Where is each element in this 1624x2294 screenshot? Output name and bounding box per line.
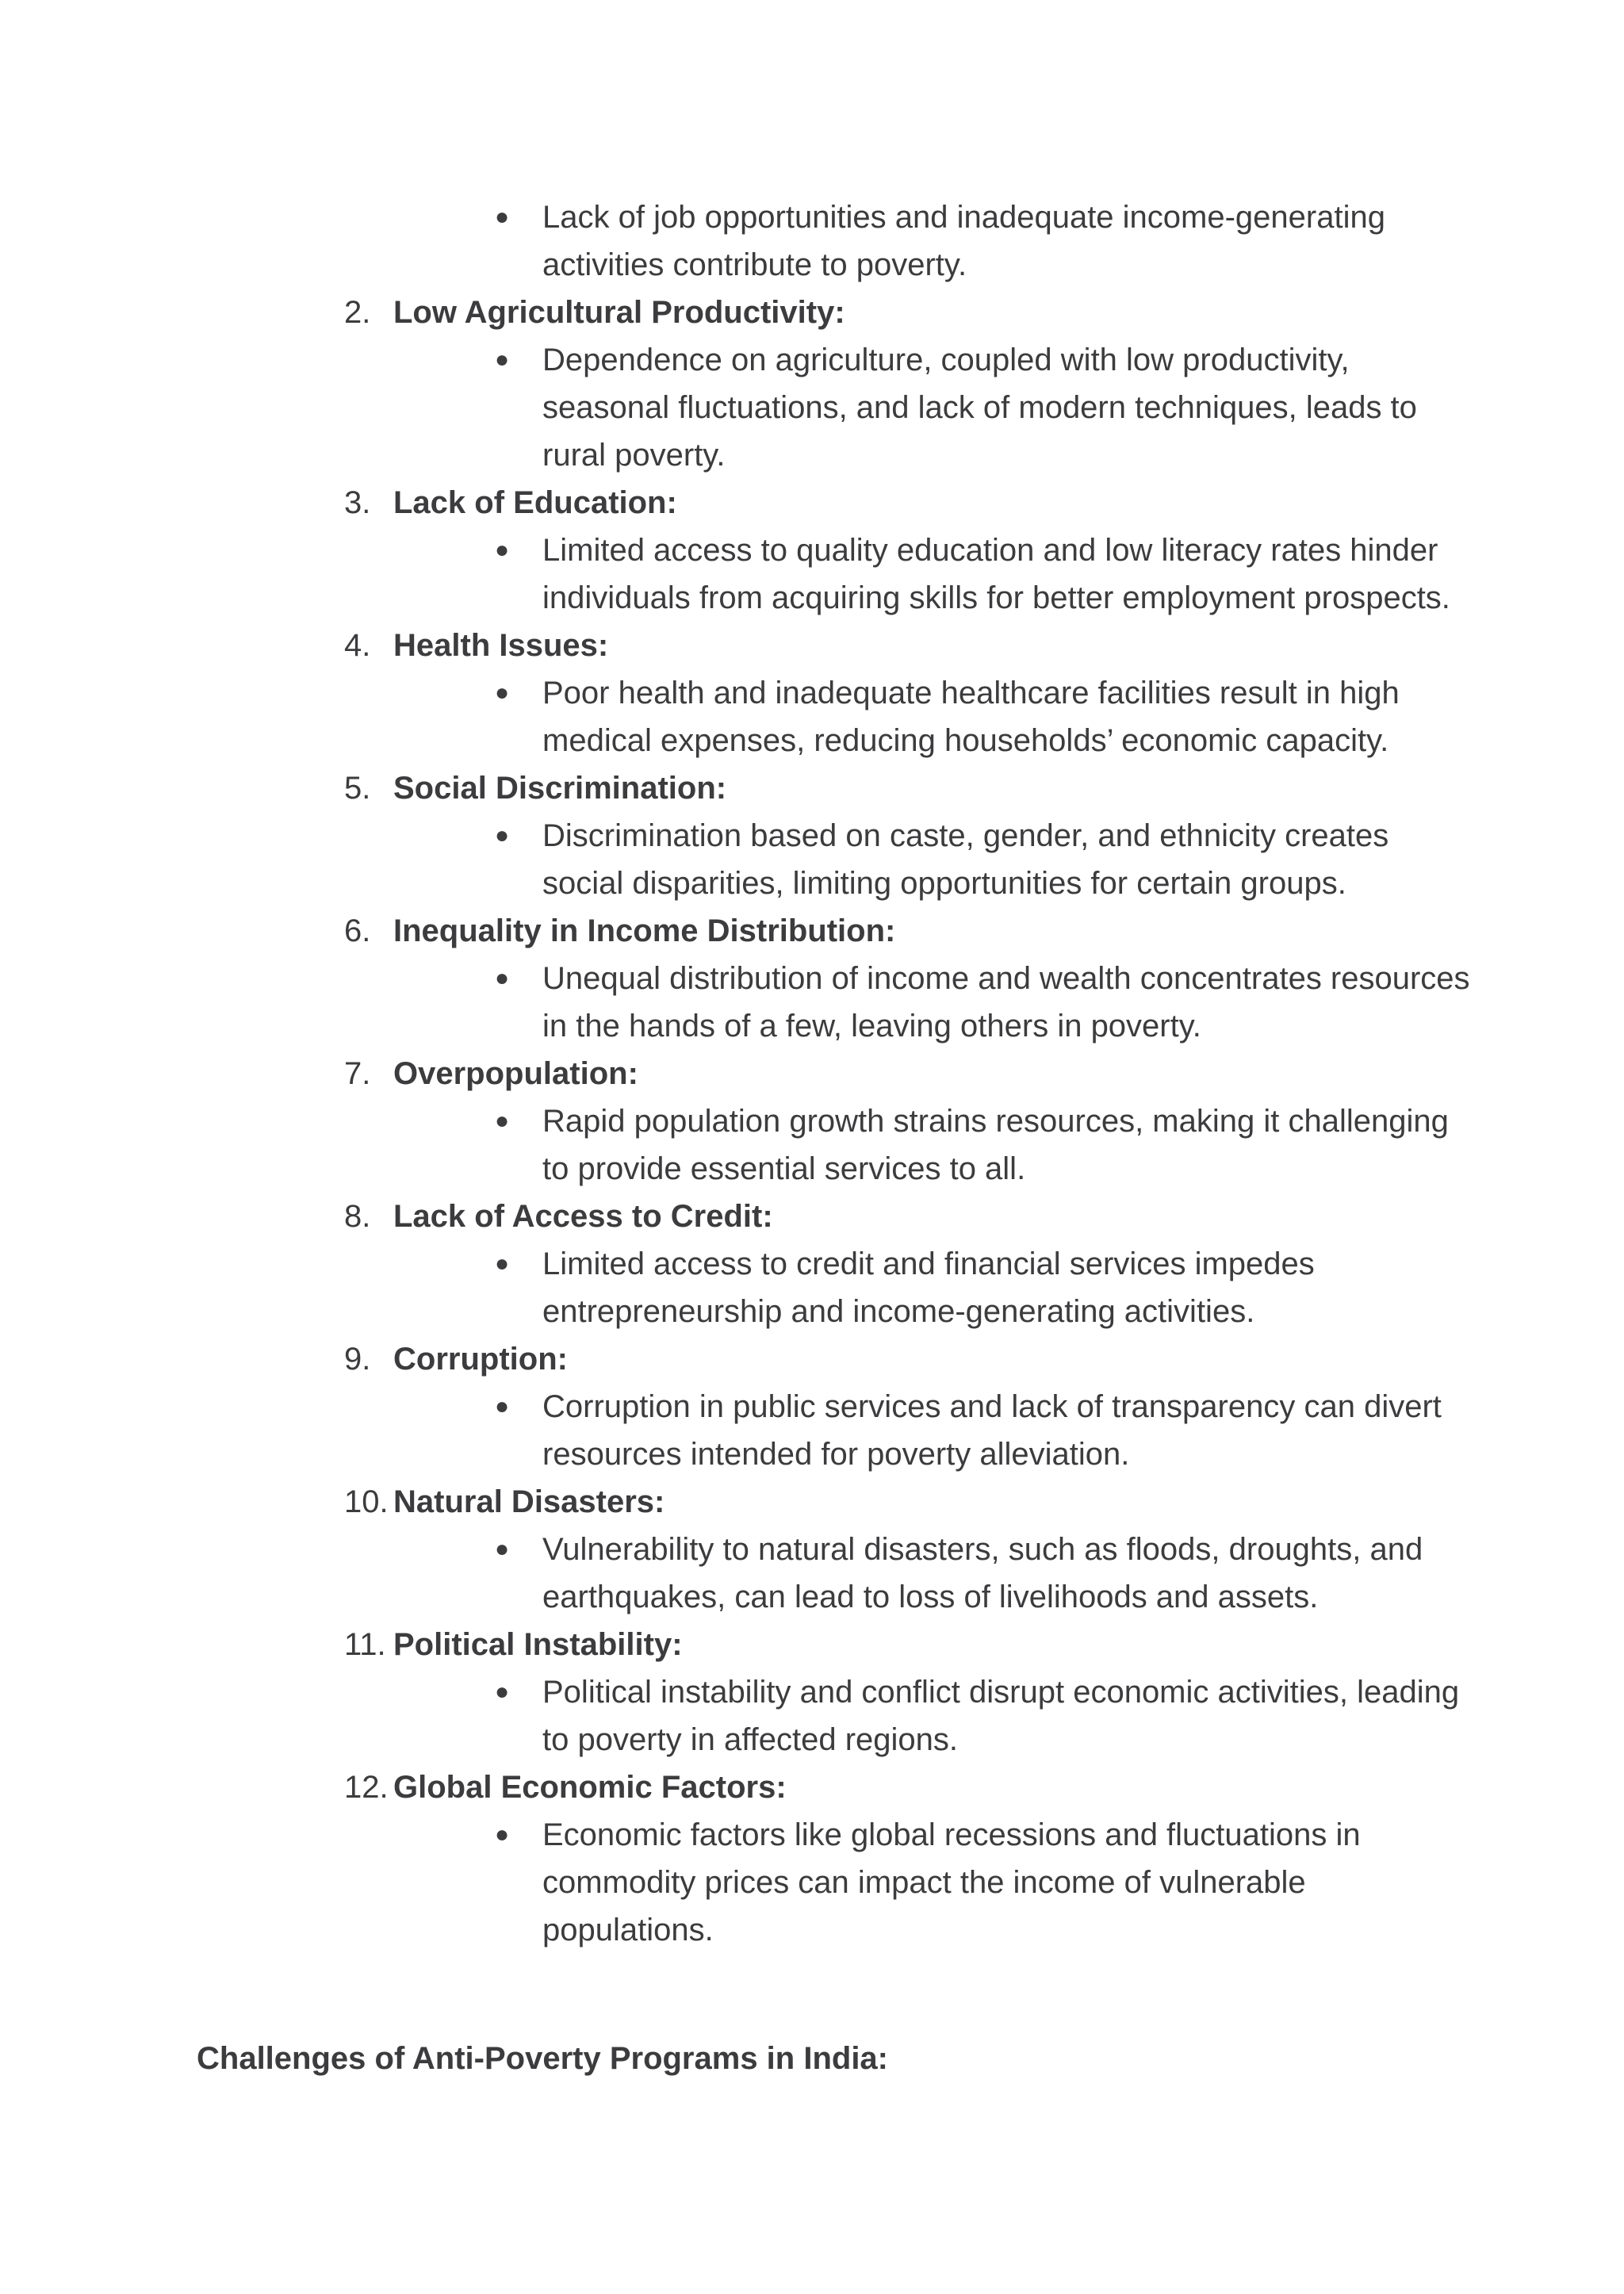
item-heading: Low Agricultural Productivity: bbox=[393, 295, 845, 330]
item-number: 10. bbox=[344, 1484, 389, 1519]
item-bullet-text: Rapid population growth strains resources, making it challenging to provide essential services to all. bbox=[542, 1104, 1449, 1186]
item-bullet-text: Limited access to quality education and low literacy rates hinder individuals from acquiring skills for better employment prospects. bbox=[542, 533, 1450, 615]
intro-bullet-item bbox=[344, 193, 1470, 289]
item-bullet bbox=[344, 812, 1470, 907]
bullet-glyph: ● bbox=[495, 347, 510, 373]
item-heading: Health Issues: bbox=[393, 628, 609, 663]
list-item bbox=[344, 622, 1470, 764]
bullet-glyph: ● bbox=[495, 1393, 510, 1419]
item-bullet-text: Poor health and inadequate healthcare facilities result in high medical expenses, reducing households’ economic capacity. bbox=[542, 676, 1400, 758]
bullet-glyph: ● bbox=[495, 1108, 510, 1134]
item-number: 11. bbox=[344, 1627, 386, 1662]
bullet-glyph: ● bbox=[495, 1536, 510, 1562]
bullet-glyph: ● bbox=[495, 204, 510, 230]
bullet-glyph: ● bbox=[495, 1821, 510, 1848]
item-bullet-text: Corruption in public services and lack of transparency can divert resources intended for poverty alleviation. bbox=[542, 1389, 1442, 1472]
item-heading: Political Instability: bbox=[393, 1627, 683, 1662]
item-number: 5. bbox=[344, 771, 371, 806]
item-number: 7. bbox=[344, 1056, 371, 1091]
item-bullet bbox=[344, 1811, 1470, 1954]
item-bullet-text: Vulnerability to natural disasters, such as floods, droughts, and earthquakes, can lead to loss of livelihoods and assets. bbox=[542, 1532, 1423, 1614]
item-number: 2. bbox=[344, 295, 371, 330]
item-bullet-text: Economic factors like global recessions and fluctuations in commodity prices can impact the income of vulnerable populations. bbox=[542, 1817, 1361, 1947]
bullet-glyph: ● bbox=[495, 680, 510, 706]
item-bullet-text: Unequal distribution of income and wealth concentrates resources in the hands of a few, leaving others in poverty. bbox=[542, 961, 1470, 1044]
section-heading: Challenges of Anti-Poverty Programs in India: bbox=[197, 2041, 888, 2076]
item-bullet-text: Political instability and conflict disrupt economic activities, leading to poverty in affected regions. bbox=[542, 1675, 1460, 1757]
item-heading: Inequality in Income Distribution: bbox=[393, 913, 896, 948]
item-heading: Natural Disasters: bbox=[393, 1484, 665, 1519]
item-heading: Lack of Education: bbox=[393, 485, 677, 520]
list-item bbox=[344, 1193, 1470, 1335]
item-number: 8. bbox=[344, 1199, 371, 1234]
list-item bbox=[344, 907, 1470, 1050]
item-number: 9. bbox=[344, 1342, 371, 1377]
item-heading: Global Economic Factors: bbox=[393, 1770, 787, 1805]
bullet-glyph: ● bbox=[495, 1679, 510, 1705]
item-bullet bbox=[344, 1097, 1470, 1193]
item-bullet bbox=[344, 669, 1470, 764]
item-heading: Overpopulation: bbox=[393, 1056, 638, 1091]
bullet-glyph: ● bbox=[495, 822, 510, 848]
item-heading: Lack of Access to Credit: bbox=[393, 1199, 773, 1234]
list-item bbox=[344, 1050, 1470, 1193]
item-bullet bbox=[344, 527, 1470, 622]
item-bullet bbox=[344, 1240, 1470, 1335]
list-item bbox=[344, 764, 1470, 907]
item-number: 12. bbox=[344, 1770, 389, 1805]
poverty-causes-list bbox=[344, 193, 1470, 1954]
item-bullet bbox=[344, 336, 1470, 479]
list-item bbox=[344, 1621, 1470, 1764]
item-heading: Corruption: bbox=[393, 1342, 568, 1377]
list-item bbox=[344, 1478, 1470, 1621]
list-item bbox=[344, 479, 1470, 622]
list-item bbox=[344, 1764, 1470, 1954]
list-item bbox=[344, 289, 1470, 479]
bullet-glyph: ● bbox=[495, 965, 510, 991]
item-bullet-text: Dependence on agriculture, coupled with low productivity, seasonal fluctuations, and lack of modern techniques, leads to rural poverty. bbox=[542, 343, 1417, 473]
list-item bbox=[344, 1335, 1470, 1478]
item-bullet-text: Limited access to credit and financial services impedes entrepreneurship and income-generating activities. bbox=[542, 1247, 1315, 1329]
item-bullet bbox=[344, 1383, 1470, 1478]
bullet-glyph: ● bbox=[495, 537, 510, 563]
item-heading: Social Discrimination: bbox=[393, 771, 727, 806]
item-number: 4. bbox=[344, 628, 371, 663]
item-bullet bbox=[344, 1668, 1470, 1764]
item-bullet-text: Discrimination based on caste, gender, and ethnicity creates social disparities, limiting opportunities for certain groups. bbox=[542, 818, 1389, 901]
item-bullet bbox=[344, 1526, 1470, 1621]
bullet-glyph: ● bbox=[495, 1250, 510, 1277]
item-number: 3. bbox=[344, 485, 371, 520]
item-bullet bbox=[344, 955, 1470, 1050]
item-number: 6. bbox=[344, 913, 371, 948]
intro-bullet-text: Lack of job opportunities and inadequate income-generating activities contribute to poverty. bbox=[542, 200, 1385, 282]
